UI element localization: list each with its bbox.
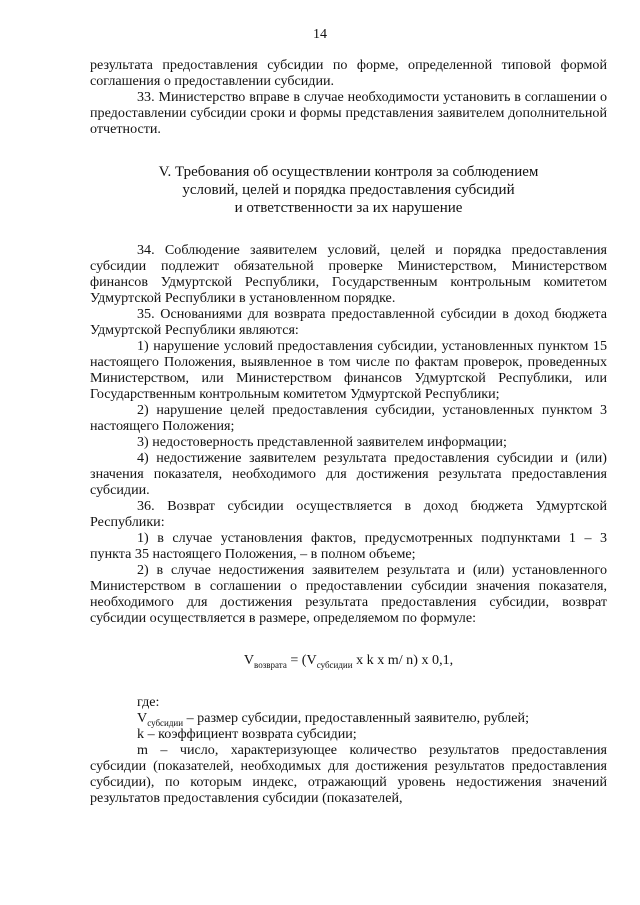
section-heading-line: условий, целей и порядка предоставления субсидий [182,182,515,198]
definition-m: m – число, характеризующее количество результатов предоставления субсидии (показателей, необходимых для достижения результатов предоставления субсидии), по которым индекс, отражающий уровень недостижения значений результатов предоставления субсидии (показателей, [90,742,607,806]
definition-v-text: – размер субсидии, предоставленный заявителю, рублей; [183,710,530,726]
definition-v [90,710,607,726]
paragraph-35-item-2: 2) нарушение целей предоставления субсидии, установленных пунктом 3 настоящего Положения; [90,402,607,434]
formula-rest: x k x m/ n) x 0,1, [352,652,454,668]
paragraph-36-item-2: 2) в случае недостижения заявителем результата и (или) установленного Министерством в соглашении о предоставлении субсидии значения показателя, необходимого для достижения результата предоставления субсидии, возврат субсидии осуществляется в размере, определяемом по формуле: [90,562,607,626]
definitions-where: где: [137,694,160,710]
page-number: 14 [313,27,327,42]
section-heading-line: и ответственности за их нарушение [234,200,463,216]
definition-v-symbol: V [137,710,148,726]
paragraph-34: 34. Соблюдение заявителем условий, целей и порядка предоставления субсидии подлежит обязательной проверке Министерством, Министерством финансов Удмуртской Республики, Государственным контрольным комитетом Удмуртской Республики в установленном порядке. [90,242,607,306]
formula-subsidy-subscript: субсидии [316,659,353,670]
section-heading-line: V. Требования об осуществлении контроля за соблюдением [158,164,539,180]
paragraph-36-item-1: 1) в случае установления фактов, предусмотренных подпунктами 1 – 3 пункта 35 настоящего Положения, – в полном объеме; [90,530,607,562]
paragraph-35-item-1: 1) нарушение условий предоставления субсидии, установленных пунктом 15 настоящего Положения, выявленное в том числе по фактам проверок, проведенных Министерством, или Министерством финансов Удмуртской Республики, или Государственным контрольным комитетом Удмуртской Республики; [90,338,607,402]
paragraph-36: 36. Возврат субсидии осуществляется в доход бюджета Удмуртской Республики: [90,498,607,530]
formula-v-subscript: возврата [254,659,287,670]
definition-k: k – коэффициент возврата субсидии; [137,726,357,742]
refund-formula [90,652,607,668]
formula-eq-open: = (V [286,652,317,668]
paragraph-35-item-4: 4) недостижение заявителем результата предоставления субсидии и (или) значения показателя, необходимого для достижения результата предоставления субсидии. [90,450,607,498]
formula-v-symbol: V [243,652,255,668]
section-heading [90,163,607,217]
definition-v-subscript: субсидии [147,717,184,728]
paragraph-35-item-3: 3) недостоверность представленной заявителем информации; [137,434,507,450]
document-body [90,57,607,806]
paragraph-continuation: результата предоставления субсидии по форме, определенной типовой формой соглашения о предоставлении субсидии. [90,57,607,89]
paragraph-35: 35. Основаниями для возврата предоставленной субсидии в доход бюджета Удмуртской Республики являются: [90,306,607,338]
paragraph-33: 33. Министерство вправе в случае необходимости установить в соглашении о предоставлении субсидии сроки и формы представления заявителем дополнительной отчетности. [90,89,607,137]
